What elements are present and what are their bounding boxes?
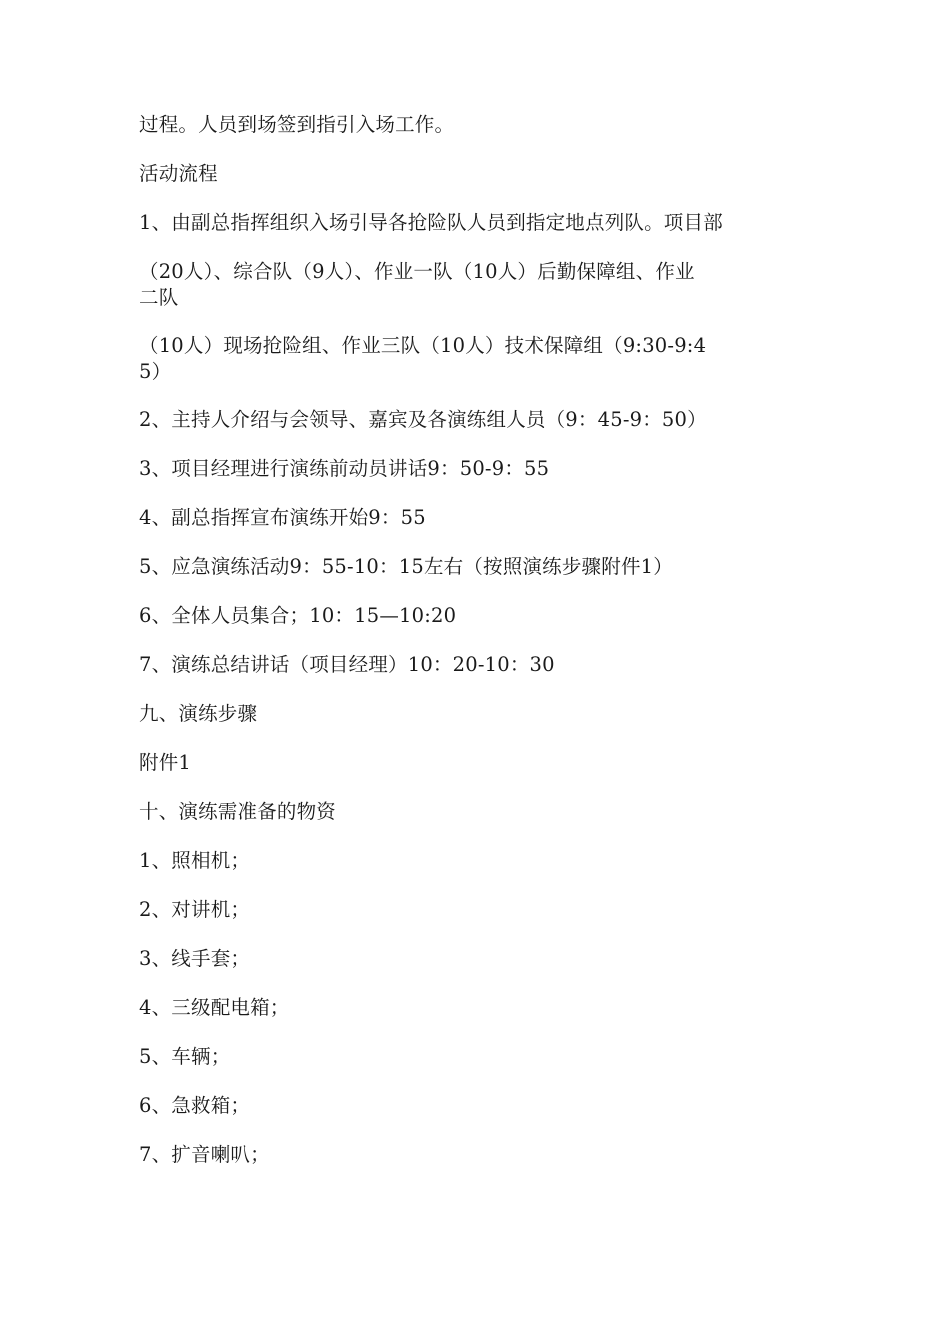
material-item-5: 5、车辆；: [139, 1045, 231, 1068]
material-item-1: 1、照相机；: [139, 849, 251, 872]
heading-drill-steps: 九、演练步骤: [139, 702, 258, 725]
heading-activity-flow: 活动流程: [139, 162, 218, 185]
heading-materials: 十、演练需准备的物资: [139, 800, 337, 823]
material-item-6: 6、急救箱；: [139, 1094, 251, 1117]
flow-item-4: 4、副总指挥宣布演练开始9：55: [139, 506, 426, 529]
flow-item-1-cont-a: （20人）、综合队（9人）、作业一队（10人）后勤保障组、作业: [139, 260, 695, 283]
flow-item-6: 6、全体人员集合；10：15—10:20: [139, 604, 457, 627]
material-item-7: 7、扩音喇叭；: [139, 1143, 270, 1166]
material-item-2: 2、对讲机；: [139, 898, 251, 921]
material-item-3: 3、线手套；: [139, 947, 251, 970]
flow-item-1-cont-c: （10人）现场抢险组、作业三队（10人）技术保障组（9:30-9:4: [139, 334, 707, 357]
paragraph-intro-tail: 过程。人员到场签到指引入场工作。: [139, 113, 455, 136]
flow-item-1-cont-d: 5）: [139, 360, 172, 383]
attachment-1-label: 附件1: [139, 751, 192, 774]
flow-item-1: 1、由副总指挥组织入场引导各抢险队人员到指定地点列队。项目部: [139, 211, 723, 234]
flow-item-3: 3、项目经理进行演练前动员讲话9：50-9：55: [139, 457, 550, 480]
flow-item-2: 2、主持人介绍与会领导、嘉宾及各演练组人员（9：45-9：50）: [139, 408, 707, 431]
material-item-4: 4、三级配电箱；: [139, 996, 290, 1019]
flow-item-7: 7、演练总结讲话（项目经理）10：20-10：30: [139, 653, 555, 676]
flow-item-5: 5、应急演练活动9：55-10：15左右（按照演练步骤附件1）: [139, 555, 673, 578]
flow-item-1-cont-b: 二队: [139, 286, 179, 309]
